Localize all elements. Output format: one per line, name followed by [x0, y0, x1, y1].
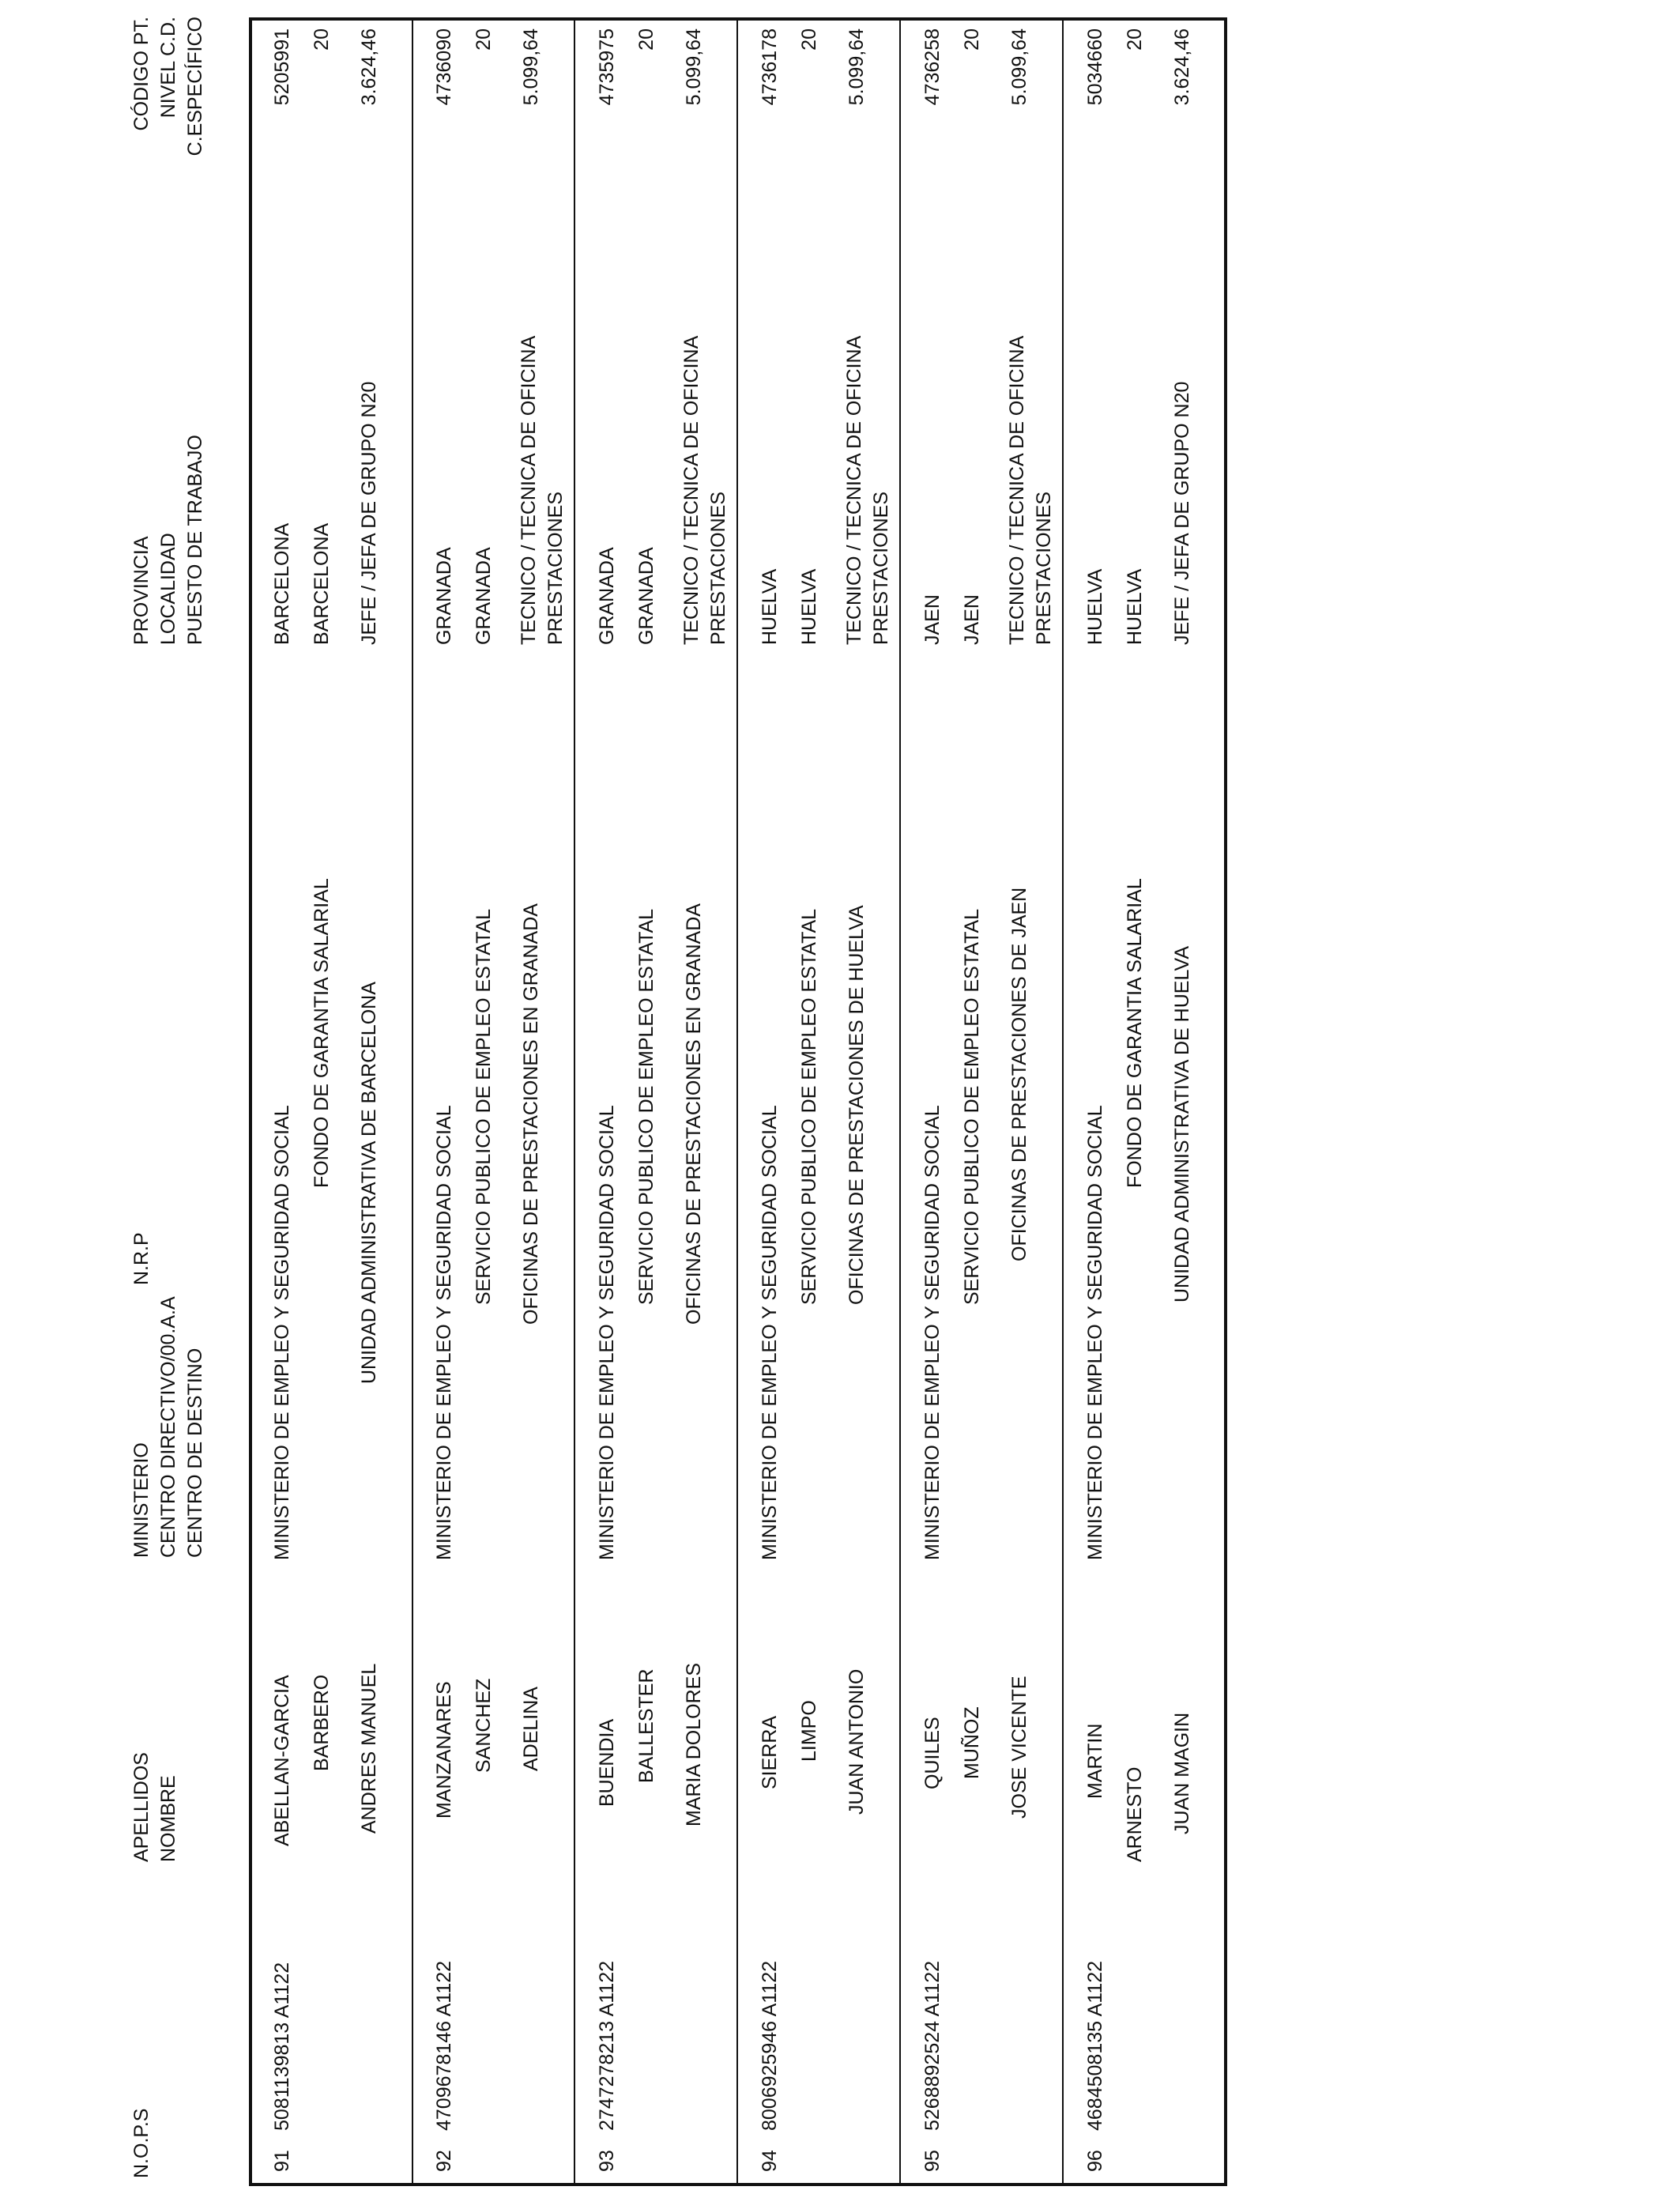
row-codigo: 4735975: [596, 28, 618, 106]
row-centro-destino: OFICINAS DE PRESTACIONES DE HUELVA: [846, 905, 868, 1305]
row-ministerio: MINISTERIO DE EMPLEO Y SEGURIDAD SOCIAL: [921, 1105, 944, 1560]
row-especifico: 5.099,64: [846, 28, 868, 106]
row-puesto: TECNICO / TECNICA DE OFICINA PRESTACIONES: [518, 337, 567, 645]
row-apellido2: LIMPO: [798, 1700, 820, 1762]
header-localidad-label: LOCALIDAD: [157, 533, 179, 645]
header-nrp: [128, 1232, 155, 1285]
row-localidad: GRANADA: [635, 547, 657, 645]
row-separator: [899, 17, 901, 2186]
row-apellido1: QUILES: [921, 1717, 944, 1789]
row-codigo: 5205991: [271, 28, 293, 106]
row-separator: [412, 17, 413, 2186]
header-nops-label: N.O.P.S: [130, 2108, 153, 2178]
row-localidad: GRANADA: [473, 547, 495, 645]
row-apellido2: ARNESTO: [1124, 1766, 1146, 1862]
row-apellido2: BARBERO: [311, 1674, 333, 1771]
row-provincia: GRANADA: [596, 547, 618, 645]
row-puesto: JEFE / JEFA DE GRUPO N20: [1171, 381, 1193, 645]
row-centro-destino: OFICINAS DE PRESTACIONES DE JAEN: [1008, 887, 1030, 1261]
row-codigo: 4736258: [921, 28, 944, 106]
header-especifico-label: C.ESPECÍFICO: [184, 17, 206, 156]
row-centro-destino: OFICINAS DE PRESTACIONES EN GRANADA: [683, 903, 705, 1325]
header-apellidos: [128, 1752, 182, 1862]
row-nops: 91: [271, 2150, 293, 2172]
row-nombre: MARIA DOLORES: [683, 1663, 705, 1826]
header-codigo-label: CÓDIGO PT.: [130, 17, 153, 131]
row-nivel: 20: [798, 28, 820, 51]
header-nombre-label: NOMBRE: [157, 1775, 179, 1862]
row-provincia: GRANADA: [433, 547, 455, 645]
row-apellido2: SANCHEZ: [473, 1678, 495, 1773]
row-centro-directivo: SERVICIO PUBLICO DE EMPLEO ESTATAL: [473, 908, 495, 1305]
row-localidad: BARCELONA: [311, 522, 333, 645]
row-apellido1: BUENDIA: [596, 1718, 618, 1807]
row-especifico: 3.624,46: [1171, 28, 1193, 106]
row-separator: [574, 17, 575, 2186]
row-nops: 95: [921, 2150, 944, 2172]
header-centro-destino-label: CENTRO DE DESTINO: [184, 1348, 206, 1558]
row-nrp: 5268892524 A1122: [921, 1960, 944, 2131]
row-apellido2: BALLESTER: [635, 1668, 657, 1783]
row-puesto: TECNICO / TECNICA DE OFICINA PRESTACIONES: [1006, 337, 1055, 645]
row-centro-directivo: SERVICIO PUBLICO DE EMPLEO ESTATAL: [798, 908, 820, 1305]
header-ministerio-label: MINISTERIO: [130, 1442, 153, 1558]
row-centro-directivo: SERVICIO PUBLICO DE EMPLEO ESTATAL: [635, 908, 657, 1305]
row-puesto: JEFE / JEFA DE GRUPO N20: [358, 381, 380, 645]
header-puesto-label: PUESTO DE TRABAJO: [184, 435, 206, 645]
row-centro-destino: UNIDAD ADMINISTRATIVA DE HUELVA: [1171, 945, 1193, 1302]
row-nivel: 20: [473, 28, 495, 51]
row-nops: 94: [759, 2150, 781, 2172]
header-nivel-label: NIVEL C.D.: [157, 17, 179, 119]
row-provincia: BARCELONA: [271, 522, 293, 645]
row-ministerio: MINISTERIO DE EMPLEO Y SEGURIDAD SOCIAL: [433, 1105, 455, 1560]
header-apellidos-label: APELLIDOS: [130, 1752, 153, 1862]
row-codigo: 4736178: [759, 28, 781, 106]
row-nops: 92: [433, 2150, 455, 2172]
header-nops: [128, 2109, 155, 2178]
row-nrp: 5081139813 A1122: [271, 1962, 293, 2131]
header-centro-directivo-label: CENTRO DIRECTIVO/00.A.A: [157, 1296, 179, 1558]
row-centro-destino: OFICINAS DE PRESTACIONES EN GRANADA: [520, 903, 542, 1325]
header-provincia-label: PROVINCIA: [130, 536, 153, 645]
row-apellido1: MANZANARES: [433, 1681, 455, 1819]
row-apellido1: ABELLAN-GARCIA: [271, 1675, 293, 1846]
row-apellido1: SIERRA: [759, 1715, 781, 1789]
row-especifico: 5.099,64: [683, 28, 705, 106]
row-ministerio: MINISTERIO DE EMPLEO Y SEGURIDAD SOCIAL: [596, 1105, 618, 1560]
row-nivel: 20: [1124, 28, 1146, 51]
row-centro-directivo: FONDO DE GARANTIA SALARIAL: [1124, 878, 1146, 1188]
header-ministerio: [128, 1296, 209, 1558]
row-puesto: TECNICO / TECNICA DE OFICINA PRESTACIONES: [843, 337, 892, 645]
row-codigo: 5034660: [1084, 28, 1106, 106]
row-ministerio: MINISTERIO DE EMPLEO Y SEGURIDAD SOCIAL: [759, 1105, 781, 1560]
row-nrp: 2747278213 A1122: [596, 1960, 618, 2131]
row-nombre: ADELINA: [520, 1687, 542, 1771]
row-especifico: 3.624,46: [358, 28, 380, 106]
row-provincia: JAEN: [921, 594, 944, 645]
header-codigo: [128, 17, 209, 198]
row-nops: 96: [1084, 2150, 1106, 2172]
row-nivel: 20: [311, 28, 333, 51]
row-centro-destino: UNIDAD ADMINISTRATIVA DE BARCELONA: [358, 982, 380, 1384]
row-nrp: 8006925946 A1122: [759, 1960, 781, 2131]
row-localidad: JAEN: [961, 594, 983, 645]
row-apellido2: MUÑOZ: [961, 1706, 983, 1779]
row-ministerio: MINISTERIO DE EMPLEO Y SEGURIDAD SOCIAL: [271, 1105, 293, 1560]
row-puesto: TECNICO / TECNICA DE OFICINA PRESTACIONES: [680, 337, 729, 645]
row-nombre: JUAN MAGIN: [1171, 1712, 1193, 1834]
row-nops: 93: [596, 2150, 618, 2172]
header-provincia: [128, 435, 209, 645]
row-localidad: HUELVA: [798, 568, 820, 645]
row-provincia: HUELVA: [1084, 568, 1106, 645]
row-centro-directivo: FONDO DE GARANTIA SALARIAL: [311, 878, 333, 1188]
row-codigo: 4736090: [433, 28, 455, 106]
row-nombre: ANDRES MANUEL: [358, 1663, 380, 1834]
row-nombre: JOSE VICENTE: [1008, 1676, 1030, 1819]
row-separator: [1062, 17, 1064, 2186]
row-nrp: 4709678146 A1122: [433, 1960, 455, 2131]
row-nivel: 20: [635, 28, 657, 51]
row-localidad: HUELVA: [1124, 568, 1146, 645]
table-frame: [249, 17, 1227, 2186]
header-nrp-label: N.R.P: [130, 1232, 153, 1285]
row-especifico: 5.099,64: [520, 28, 542, 106]
row-nombre: JUAN ANTONIO: [846, 1668, 868, 1815]
row-ministerio: MINISTERIO DE EMPLEO Y SEGURIDAD SOCIAL: [1084, 1105, 1106, 1560]
row-especifico: 5.099,64: [1008, 28, 1030, 106]
row-nrp: 4684508135 A1122: [1084, 1960, 1106, 2131]
row-apellido1: MARTIN: [1084, 1723, 1106, 1799]
row-provincia: HUELVA: [759, 568, 781, 645]
row-separator: [736, 17, 738, 2186]
row-centro-directivo: SERVICIO PUBLICO DE EMPLEO ESTATAL: [961, 908, 983, 1305]
row-nivel: 20: [961, 28, 983, 51]
